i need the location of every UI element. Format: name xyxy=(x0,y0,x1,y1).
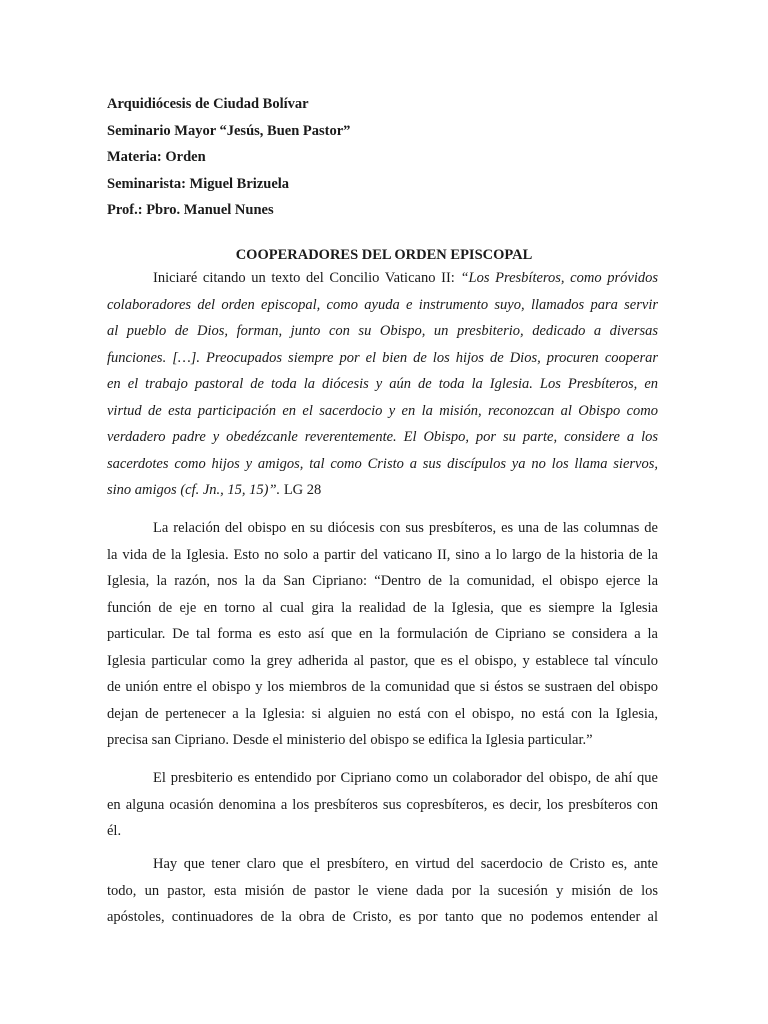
paragraph-line: al pueblo de Dios, forman, junto con su Obispo, un presbiterio, dedicado a diversas xyxy=(107,323,658,339)
citation-text: LG 28 xyxy=(280,482,322,498)
intro-text: Iniciaré citando un texto del Concilio Vaticano II: xyxy=(153,270,461,286)
header-student: Seminarista: Miguel Brizuela xyxy=(107,175,290,192)
paragraph-line: apóstoles, continuadores de la obra de Cristo, es por tanto que no podemos entender al xyxy=(107,909,658,925)
paragraph-line: todo, un pastor, esta misión de pastor le viene dada por la sucesión y misión de los xyxy=(107,882,658,899)
paragraph-line: la vida de la Iglesia. Esto no solo a partir del vaticano II, sino a lo largo de la historia de la xyxy=(107,546,658,563)
document-header xyxy=(107,91,350,224)
paragraph-line: funciones. […]. Preocupados siempre por el bien de los hijos de Dios, procuren cooperar xyxy=(107,349,658,366)
paragraph-2 xyxy=(107,515,658,754)
paragraph-line: Iglesia particular como la grey adherida al pastor, que es el obispo, y establece tal vínculo xyxy=(107,652,658,669)
header-professor: Prof.: Pbro. Manuel Nunes xyxy=(107,202,274,218)
header-subject: Materia: Orden xyxy=(107,149,206,165)
paragraph-line xyxy=(107,265,658,292)
paragraph-line: función de eje en torno al cual gira la realidad de la Iglesia, que es siempre la Iglesia xyxy=(107,599,658,616)
paragraph-line: verdadero padre y obedézcanle reverentemente. El Obispo, por su parte, considere a los xyxy=(107,429,658,445)
document-title: COOPERADORES DEL ORDEN EPISCOPAL xyxy=(235,247,533,263)
paragraph-line: de unión entre el obispo y los miembros de la comunidad que si éstos se sustraen del obispo xyxy=(107,679,658,695)
quote-text: sino amigos (cf. Jn., 15, 15)”. xyxy=(107,482,281,498)
paragraph-line: Iglesia, la razón, nos la da San Cipriano: “Dentro de la comunidad, el obispo ejerce la xyxy=(107,573,658,589)
paragraph-3 xyxy=(107,765,658,845)
paragraph-line: en el trabajo pastoral de toda la diócesis y aún de toda la Iglesia. Los Presbíteros, en xyxy=(107,376,658,392)
paragraph-line: virtud de esta participación en el sacerdocio y en la misión, reconozcan al Obispo como xyxy=(107,402,658,419)
paragraph-4 xyxy=(107,851,658,931)
paragraph-line: particular. De tal forma es esto así que en la formulación de Cipriano se considera a la xyxy=(107,626,658,642)
paragraph-line: El presbiterio es entendido por Cipriano como un colaborador del obispo, de ahí que xyxy=(153,770,658,786)
header-seminary: Seminario Mayor “Jesús, Buen Pastor” xyxy=(107,122,351,139)
paragraph-line xyxy=(107,477,658,504)
header-archdiocese: Arquidiócesis de Ciudad Bolívar xyxy=(107,96,309,112)
paragraph-line: colaboradores del orden episcopal, como ayuda e instrumento suyo, llamados para servir xyxy=(107,296,658,313)
paragraph-line: sacerdotes como hijos y amigos, tal como Cristo a sus discípulos ya no los llama siervos, xyxy=(107,455,658,472)
quote-text: “Los Presbíteros, como próvidos xyxy=(460,270,658,286)
paragraph-line: precisa san Cipriano. Desde el ministerio del obispo se edifica la Iglesia particular.” xyxy=(107,732,593,748)
paragraph-line: él. xyxy=(107,823,122,839)
paragraph-line: dejan de pertenecer a la Iglesia: si alguien no está con el obispo, no está con la Iglesia, xyxy=(107,705,658,722)
paragraph-line: en alguna ocasión denomina a los presbíteros sus copresbíteros, es decir, los presbíteros con xyxy=(107,796,658,813)
paragraph-line: La relación del obispo en su diócesis con sus presbíteros, es una de las columnas de xyxy=(153,520,658,536)
paragraph-1 xyxy=(107,265,658,504)
paragraph-line: Hay que tener claro que el presbítero, en virtud del sacerdocio de Cristo es, ante xyxy=(153,856,658,872)
